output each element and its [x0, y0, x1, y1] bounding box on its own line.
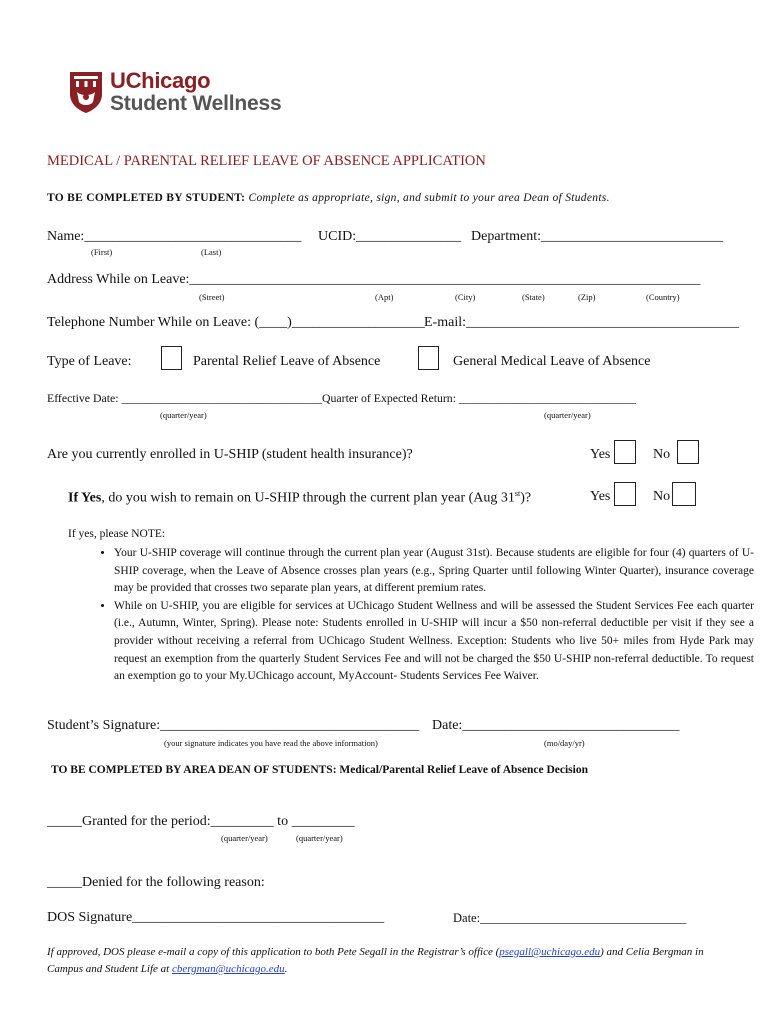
page-title: MEDICAL / PARENTAL RELIEF LEAVE OF ABSENCE APPLICATION — [47, 153, 486, 169]
dos-date-field[interactable]: Date:_________________________________ — [453, 911, 687, 925]
student-signature-field[interactable]: Student’s Signature:_____________________________________ — [47, 718, 420, 733]
denied-field[interactable]: _____Denied for the following reason: — [47, 875, 265, 890]
ship-followup-text: , do you wish to remain on U-SHIP through the current plan year (Aug 31 — [101, 490, 515, 506]
phone-field[interactable]: Telephone Number While on Leave: (____)___________________ — [47, 315, 425, 330]
ship-yes-label: Yes — [590, 447, 611, 462]
medical-leave-checkbox[interactable] — [418, 346, 439, 370]
note-bullet-2: • While on U-SHIP, you are eligible for services at UChicago Student Wellness and will be assessed the Student Services Fee each quarter (i.e., Autumn, Winter, Spring). Please note: Students enrolled in U-SHIP will incur a $50 non-referral deductible per visit if they see a provider without receiving a referral from UChicago Student Wellness. Exception: Students who live 50+ miles from Hyde Park may request an exemption from the quarterly Student Services Fee and will not be charged the $50 U-SHIP non-referral deductible. To request an exemption go to your My.UChicago account, MyAccount- Students Services Fee Waiver. — [114, 598, 754, 686]
ship-no-label: No — [653, 447, 671, 462]
footer-text-1: If approved, DOS please e-mail a copy of this application to both Pete Segall in the Registrar’s office ( — [47, 946, 500, 958]
granted-to-hint: (quarter/year) — [296, 833, 343, 843]
registrar-email-link[interactable]: psegall@uchicago.edu — [499, 946, 601, 958]
department-field[interactable]: Department:__________________________ — [471, 229, 723, 244]
zip-hint: (Zip) — [578, 292, 596, 302]
ship-followup-end: )? — [520, 490, 532, 506]
parental-leave-checkbox[interactable] — [161, 346, 182, 370]
ship-yes-checkbox[interactable] — [614, 440, 636, 464]
name-field[interactable]: Name:_______________________________ — [47, 229, 302, 244]
footer-text-3: . — [284, 963, 288, 975]
date-hint: (mo/day/yr) — [544, 738, 585, 748]
dean-heading: TO BE COMPLETED BY AREA DEAN OF STUDENTS: Medical/Parental Relief Leave of Absence Decision — [51, 764, 588, 776]
signature-hint: (your signature indicates you have read the above information) — [164, 738, 378, 748]
street-hint: (Street) — [199, 292, 225, 302]
instructions-italic: Complete as appropriate, sign, and submit to your area Dean of Students. — [248, 192, 610, 204]
granted-field[interactable]: _____Granted for the period:_________ to _________ — [47, 814, 355, 829]
return-quarter-hint: (quarter/year) — [544, 410, 591, 420]
instructions — [47, 192, 610, 204]
footer-text-2: ) and Celia Bergman in Campus and Student Life at — [47, 946, 704, 975]
parental-leave-label: Parental Relief Leave of Absence — [193, 354, 381, 369]
ucid-field[interactable]: UCID:_______________ — [318, 229, 462, 244]
leave-type-label: Type of Leave: — [47, 354, 132, 369]
city-hint: (City) — [455, 292, 476, 302]
ship-followup — [68, 489, 531, 507]
ship-followup-bold: If Yes — [68, 490, 102, 506]
footer-note — [47, 944, 737, 978]
dos-signature-field[interactable]: DOS Signature____________________________________ — [47, 910, 385, 925]
logo-line2: Student Wellness — [110, 92, 282, 115]
address-field[interactable]: Address While on Leave:_________________________________________________________________________ — [47, 272, 701, 287]
ship-no-checkbox[interactable] — [677, 440, 699, 464]
granted-from-hint: (quarter/year) — [221, 833, 268, 843]
ship2-yes-label: Yes — [590, 489, 611, 504]
effective-date-field[interactable]: Effective Date: __________________________________Quarter of Expected Return: ______________________________ — [47, 391, 636, 405]
signature-date-field[interactable]: Date:_______________________________ — [432, 718, 680, 733]
last-hint: (Last) — [201, 247, 222, 257]
state-hint: (State) — [522, 292, 545, 302]
ship-followup-sup: st — [514, 489, 521, 498]
uchicago-shield-logo — [68, 70, 104, 114]
note-heading: If yes, please NOTE: — [68, 528, 166, 540]
ship2-no-checkbox[interactable] — [672, 482, 696, 506]
medical-leave-label: General Medical Leave of Absence — [453, 354, 651, 369]
effective-quarter-hint: (quarter/year) — [160, 410, 207, 420]
campus-life-email-link[interactable]: cbergman@uchicago.edu — [171, 963, 285, 975]
first-hint: (First) — [91, 247, 113, 257]
instructions-bold: TO BE COMPLETED BY STUDENT: — [47, 192, 246, 204]
ship2-yes-checkbox[interactable] — [614, 482, 636, 506]
country-hint: (Country) — [646, 292, 680, 302]
ship2-no-label: No — [653, 489, 671, 504]
ship-question: Are you currently enrolled in U-SHIP (student health insurance)? — [47, 447, 413, 462]
note-bullet-1: • Your U-SHIP coverage will continue through the current plan year (August 31st). Because students are eligible for four (4) quarters of U-SHIP coverage, when the Leave of Absence crosses plan years (e.g., Spring Quarter until following Winter Quarter), insurance coverage may be provided that crosses two separate plan years, at different premium rates. — [114, 545, 754, 598]
note-list — [90, 545, 754, 686]
apt-hint: (Apt) — [375, 292, 394, 302]
logo-line1: UChicago — [110, 68, 211, 93]
email-field[interactable]: E-mail:_______________________________________ — [424, 315, 739, 330]
